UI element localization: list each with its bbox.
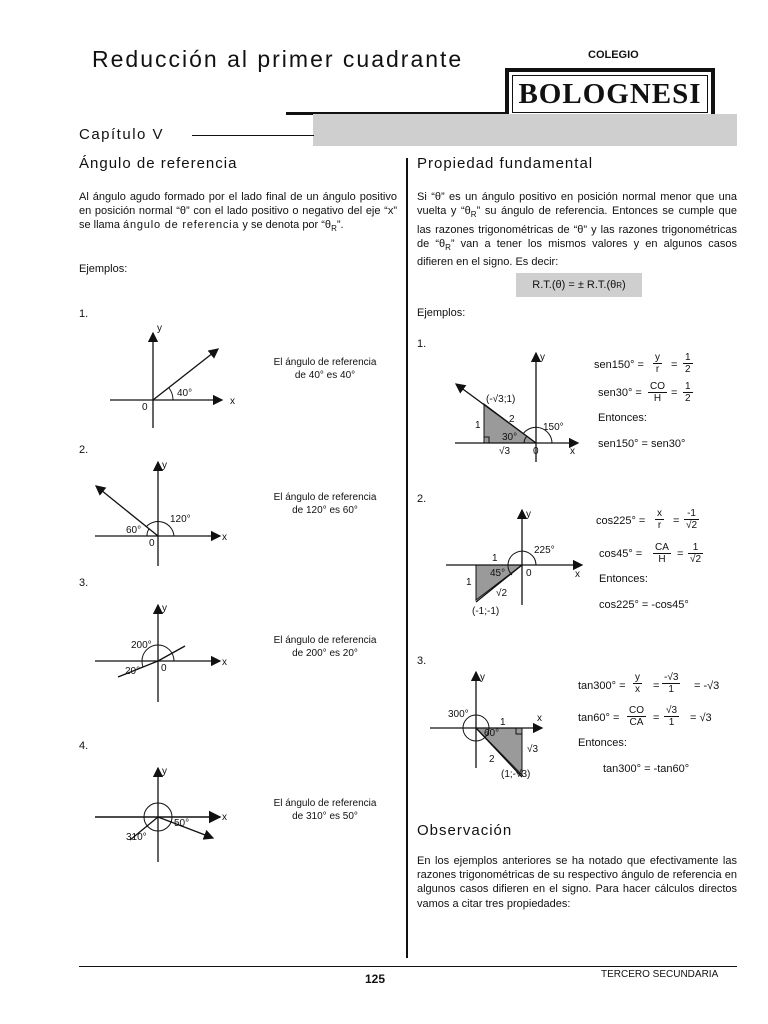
- ex1-f1-eq: =: [671, 359, 678, 371]
- ex3-f2-frac: $\frac{CO}{CA}$: [629, 705, 644, 728]
- left-heading: Ángulo de referencia: [79, 155, 238, 172]
- logo-text: BOLOGNESI: [518, 77, 702, 110]
- left-ex3-note: El ángulo de referencia de 200° es 20°: [273, 635, 377, 659]
- left-paragraph: Al ángulo agudo formado por el lado final de un ángulo positivo en posición normal “θ” con el lado positivo o negativo del eje “x” se llama ángulo de referencia y se denota por “$\theta_R$”.: [79, 191, 397, 234]
- ex2-f1-frac: $\frac{x}{r}$: [657, 508, 662, 531]
- y-axis-label: y: [540, 352, 545, 363]
- ex3-f1-eq: =: [653, 680, 660, 692]
- x-axis-label: x: [222, 812, 227, 823]
- ex2-f2-eq: =: [677, 548, 684, 560]
- ex1-f2-lhs: sen30° =: [598, 387, 642, 399]
- ex1-entonces: Entonces:: [598, 412, 647, 424]
- observation-heading: Observación: [417, 822, 513, 839]
- diagram-left-4: [95, 766, 227, 862]
- right-paragraph: Si “θ” es un ángulo positivo en posición normal menor que una vuelta y “$\theta_R$” su ángulo de referencia. Entonces se cumple que las razones trigonométricas de “θ” y las razones trigonométricas de “$\theta_R$” van a tener los mismos valores y en algunos casos difieren en el signo. Es decir:: [417, 191, 738, 269]
- ref-angle-label: 50°: [174, 818, 190, 829]
- hypotenuse-label: 2: [489, 754, 495, 765]
- diagram-left-1: [110, 323, 235, 428]
- ex3-f2-eq: =: [653, 712, 660, 724]
- y-axis-label: y: [162, 603, 167, 614]
- diagram-left-2: [95, 460, 227, 566]
- page-title: Reducción al primer cuadrante: [92, 46, 464, 72]
- right-examples-label: Ejemplos:: [417, 307, 466, 319]
- diagram-right-1: [455, 352, 578, 462]
- point-label: (1;-√3): [501, 769, 531, 780]
- diagram-right-2: [446, 509, 582, 617]
- ex2-f2-frac: $\frac{CA}{H}$: [655, 542, 669, 565]
- ex1-f2-frac: $\frac{CO}{H}$: [650, 381, 665, 404]
- chapter-label: Capítulo V: [79, 126, 165, 143]
- y-axis-label: y: [480, 672, 485, 683]
- ex2-entonces: Entonces:: [599, 573, 648, 585]
- ex3-f1-frac: $\frac{y}{x}$: [635, 672, 640, 695]
- right-ex3-number: 3.: [417, 655, 427, 667]
- angle-label: 40°: [177, 388, 193, 399]
- y-axis-label: y: [162, 766, 167, 777]
- ex3-f1-frac2: $\frac{-√3}{1}$: [664, 672, 679, 695]
- left-ex4-number: 4.: [79, 740, 89, 752]
- ex1-f1-frac: $\frac{y}{r}$: [655, 352, 660, 375]
- ex3-f2-frac2: $\frac{√3}{1}$: [666, 705, 678, 728]
- origin-label: 0: [149, 538, 155, 549]
- angle-60-label: 60°: [484, 728, 500, 739]
- left-ex1-note: El ángulo de referencia de 40° es 40°: [273, 357, 377, 381]
- side-left-label: 1: [466, 577, 472, 588]
- ex3-f1-result: = -√3: [694, 680, 720, 692]
- left-ex4-note: El ángulo de referencia de 310° es 50°: [273, 798, 377, 822]
- ex1-conclusion: sen150° = sen30°: [598, 438, 686, 450]
- hypotenuse-label: 2: [509, 414, 515, 425]
- sqrt3-label: √3: [527, 744, 539, 755]
- ex2-f1-frac2: $\frac{-1}{√2}$: [686, 508, 698, 531]
- side-label: 1: [500, 717, 506, 728]
- footer-level: TERCERO SECUNDARIA: [601, 969, 719, 980]
- page-number: 125: [365, 972, 386, 986]
- ex3-conclusion: tan300° = -tan60°: [603, 763, 690, 775]
- origin-label: 0: [526, 568, 532, 579]
- sqrt3-label: √3: [499, 446, 511, 457]
- y-axis-label: y: [526, 509, 531, 520]
- ex3-f1-lhs: tan300° =: [578, 680, 626, 692]
- ex2-conclusion: cos225° = -cos45°: [599, 599, 689, 611]
- left-examples-label: Ejemplos:: [79, 263, 128, 275]
- left-ex1-number: 1.: [79, 308, 89, 320]
- ref-angle-label: 60°: [126, 525, 142, 536]
- ex2-f1-lhs: cos225° =: [596, 515, 646, 527]
- ex2-f1-eq: =: [673, 515, 680, 527]
- ex3-entonces: Entonces:: [578, 737, 627, 749]
- observation-paragraph: En los ejemplos anteriores se ha notado que efectivamente las razones trigonométricas de su respectivo ángulo de referencia en algunos casos difieren en el signo. Para hacer cálculos directos vamos a citar tres propiedades:: [417, 855, 737, 910]
- origin-label: 0: [161, 663, 167, 674]
- right-ex2-number: 2.: [417, 493, 427, 505]
- diagram-right-3: [430, 672, 542, 780]
- formula-box: R.T.(θ) = ± R.T.(θ R ): [516, 273, 642, 297]
- colegio-label: COLEGIO: [588, 49, 639, 61]
- right-ex1-number: 1.: [417, 338, 427, 350]
- angle-225-label: 225°: [534, 545, 555, 556]
- ex2-f2-lhs: cos45° =: [599, 548, 643, 560]
- left-ex2-note: El ángulo de referencia de 120° es 60°: [273, 492, 377, 516]
- ref-angle-label: 20°: [125, 666, 141, 677]
- origin-label: 0: [142, 402, 148, 413]
- diagram-left-3: [95, 603, 227, 702]
- x-axis-label: x: [230, 396, 235, 407]
- x-axis-label: x: [575, 569, 580, 580]
- left-ex3-number: 3.: [79, 577, 89, 589]
- ex1-f1-lhs: sen150° =: [594, 359, 644, 371]
- left-ex2-number: 2.: [79, 444, 89, 456]
- x-axis-label: x: [222, 532, 227, 543]
- angle-label: 310°: [126, 832, 147, 843]
- ex1-f1-frac2: $\frac{1}{2}$: [685, 352, 691, 375]
- footer-rule: [79, 966, 737, 967]
- point-label: (-√3;1): [486, 394, 516, 405]
- x-axis-label: x: [222, 657, 227, 668]
- ex1-f2-eq: =: [671, 387, 678, 399]
- angle-30-label: 30°: [502, 432, 518, 443]
- side-label: 1: [475, 420, 481, 431]
- angle-label: 200°: [131, 640, 152, 651]
- ex3-f2-lhs: tan60° =: [578, 712, 620, 724]
- ex1-f2-frac2: $\frac{1}{2}$: [685, 381, 691, 404]
- y-axis-label: y: [162, 460, 167, 471]
- origin-label: 0: [533, 446, 539, 457]
- ex2-f2-frac2: $\frac{1}{√2}$: [690, 542, 702, 565]
- right-heading: Propiedad fundamental: [417, 155, 594, 172]
- sqrt2-label: √2: [496, 588, 508, 599]
- y-axis-label: y: [157, 323, 162, 334]
- ex3-f2-result: = √3: [690, 712, 712, 724]
- x-axis-label: x: [537, 713, 542, 724]
- x-axis-label: x: [570, 446, 575, 457]
- point-label: (-1;-1): [472, 606, 500, 617]
- angle-45-label: 45°: [490, 568, 506, 579]
- side-top-label: 1: [492, 553, 498, 564]
- angle-300-label: 300°: [448, 709, 469, 720]
- angle-150-label: 150°: [543, 422, 564, 433]
- angle-label: 120°: [170, 514, 191, 525]
